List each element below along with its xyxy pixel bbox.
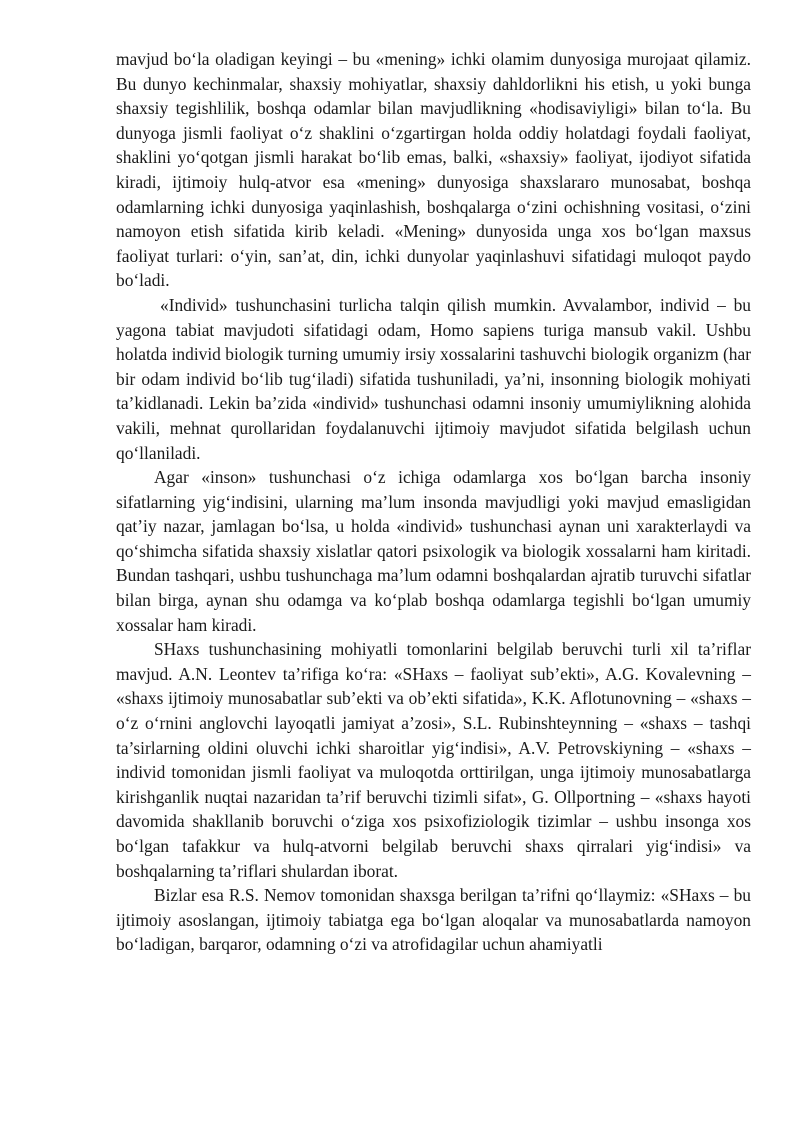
paragraph-1: mavjud bo‘la oladigan keyingi – bu «mening» ichki olamim dunyosiga murojaat qilamiz. Bu dunyo kechinmalar, shaxsiy mohiyatlar, shaxsiy dahldorlikni his etish, u yoki bunga shaxsiy tegishlilik, boshqa odamlar bilan mavjudlikning «hodisaviyligi» bilan to‘la. Bu dunyoga jismli faoliyat o‘z shaklini o‘zgartirgan holda oddiy holatdagi foydali faoliyat, shaklini yo‘qotgan jismli harakat bo‘lib emas, balki, «shaxsiy» faoliyat, ijodiyot sifatida kiradi, ijtimoiy hulq-atvor esa «mening» dunyosiga shaxslararo munosabat, boshqa odamlarning ichki dunyosiga yaqinlashish, boshqalarga o‘zini ochishning vositasi, o‘zini namoyon etish sifatida kirib keladi. «Mening» dunyosida unga xos bo‘lgan maxsus faoliyat turlari: o‘yin, san’at, din, ichki dunyolar yaqinlashuvi sifatidagi muloqot paydo bo‘ladi. [116, 49, 751, 291]
paragraph-2: «Individ» tushunchasini turlicha talqin qilish mumkin. Avvalambor, individ – bu yagona tabiat mavjudoti sifatidagi odam, Homo sapiens turiga mansub vakil. Ushbu holatda individ biologik turning umumiy irsiy xossalarini tashuvchi biologik organizm (har bir odam individ bo‘lib tug‘iladi) sifatida tushuniladi, ya’ni, insonning biologik mohiyati ta’kidlanadi. Lekin ba’zida «individ» tushunchasi odamni insoniy umumiylikning alohida vakili, mehnat qurollaridan foydalanuvchi ijtimoiy mavjudot sifatida belgilash uchun qo‘llaniladi. [116, 294, 751, 463]
paragraph-4: SHaxs tushunchasining mohiyatli tomonlarini belgilab beruvchi turli xil ta’riflar mavjud. A.N. Leontev ta’rifiga ko‘ra: «SHaxs – faoliyat sub’ekti», A.G. Kovalevning – «shaxs ijtimoiy munosabatlar sub’ekti va ob’ekti sifatida», K.K. Aflotunovning – «shaxs – o‘z o‘rnini anglovchi layoqatli jamiyat a’zosi», S.L. Rubinshteynning – «shaxs – tashqi ta’sirlarning oldini oluvchi ichki sharoitlar yig‘indisi», A.V. Petrovskiyning – «shaxs – individ tomonidan jismli faoliyat va muloqotda orttirilgan, unga ijtimoiy munosabatlarga kirishganlik nuqtai nazaridan ta’rif beruvchi tizimli sifat», G. Ollportning – «shaxs hayoti davomida shakllanib boruvchi o‘ziga xos psixofiziologik tizimlar – ushbu insonga xos bo‘lgan tafakkur va hulq-atvorni belgilab beruvchi shaxs qirralari yig‘indisi» va boshqalarning ta’riflari shulardan iborat. [116, 639, 751, 881]
paragraph-3: Agar «inson» tushunchasi o‘z ichiga odamlarga xos bo‘lgan barcha insoniy sifatlarning yig‘indisini, ularning ma’lum insonda mavjudligi yoki mavjud emasligidan qat’iy nazar, jamlagan bo‘lsa, u holda «individ» tushunchasi aynan uni xarakterlaydi va qo‘shimcha sifatida shaxsiy xislatlar qatori psixologik va biologik xossalarni ham kiritadi. Bundan tashqari, ushbu tushunchaga ma’lum odamni boshqalardan ajratib turuvchi sifatlar bilan birga, aynan shu odamga va ko‘plab boshqa odamlarga tegishli bo‘lgan umumiy xossalar ham kiradi. [116, 467, 751, 635]
paragraph-5: Bizlar esa R.S. Nemov tomonidan shaxsga berilgan ta’rifni qo‘llaymiz: «SHaxs – bu ijtimoiy asoslangan, ijtimoiy tabiatga ega bo‘lgan aloqalar va munosabatlarda namoyon bo‘ladigan, barqaror, odamning o‘zi va atrofidagilar uchun ahamiyatli [116, 885, 751, 955]
